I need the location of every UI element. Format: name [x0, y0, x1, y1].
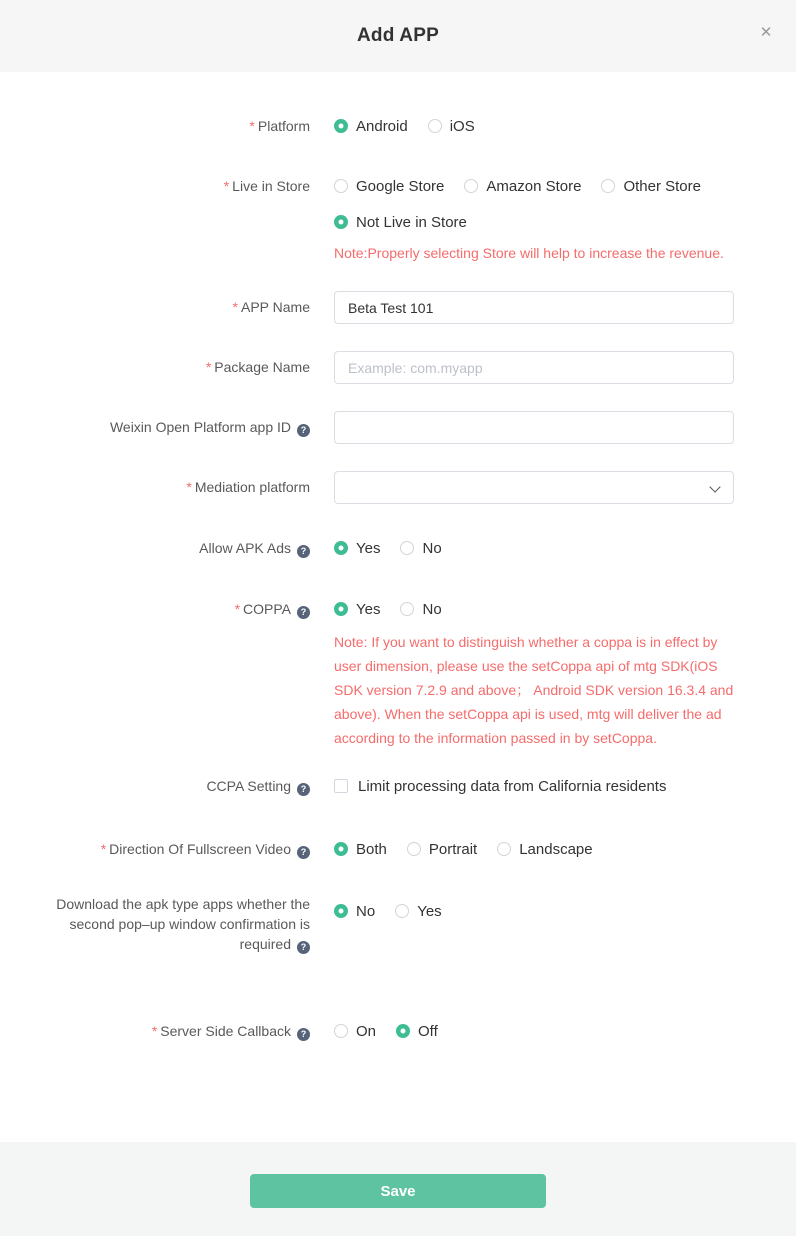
- mediation-platform-label: * Mediation platform: [186, 479, 310, 495]
- checkbox-label: Limit processing data from California residents: [358, 777, 667, 795]
- row-fullscreen-direction: [0, 840, 796, 859]
- radio-callback-on[interactable]: [334, 1023, 376, 1040]
- help-icon[interactable]: ?: [297, 846, 310, 859]
- radio-amazon-store[interactable]: [464, 178, 581, 195]
- help-icon[interactable]: ?: [297, 545, 310, 558]
- radio-label: No: [422, 539, 442, 557]
- radio-circle-icon: [400, 602, 414, 616]
- help-icon[interactable]: ?: [297, 941, 310, 954]
- required-asterisk: *: [151, 1023, 158, 1039]
- radio-circle-icon: [428, 119, 442, 133]
- required-asterisk: *: [234, 601, 241, 617]
- row-app-name: [0, 291, 796, 324]
- required-asterisk: *: [100, 841, 107, 857]
- radio-callback-off[interactable]: [396, 1023, 438, 1040]
- save-button[interactable]: Save: [250, 1174, 546, 1208]
- radio-circle-icon: [334, 119, 348, 133]
- required-asterisk: *: [205, 359, 212, 375]
- radio-coppa-no[interactable]: [400, 601, 441, 618]
- radio-circle-icon: [497, 842, 511, 856]
- app-name-input[interactable]: [334, 291, 734, 324]
- radio-circle-icon: [334, 602, 348, 616]
- radio-label: iOS: [449, 117, 475, 135]
- radio-circle-icon: [395, 904, 409, 918]
- radio-label: Android: [356, 117, 408, 135]
- radio-google-store[interactable]: [334, 178, 444, 195]
- row-apk-confirmation: [0, 894, 796, 954]
- radio-label: Portrait: [428, 840, 478, 858]
- package-name-input[interactable]: [334, 351, 734, 384]
- required-asterisk: *: [232, 299, 238, 315]
- radio-apk-confirmation-yes[interactable]: [395, 903, 441, 920]
- required-asterisk: *: [186, 479, 192, 495]
- radio-circle-icon: [334, 1024, 348, 1038]
- radio-coppa-yes[interactable]: [334, 601, 380, 618]
- required-asterisk: *: [223, 178, 230, 194]
- radio-apk-ads-yes[interactable]: [334, 540, 380, 557]
- radio-apk-ads-no[interactable]: [400, 540, 441, 557]
- add-app-form: [0, 72, 796, 1142]
- row-server-callback: [0, 1022, 796, 1041]
- fullscreen-direction-label: * Direction Of Fullscreen Video ?: [0, 840, 310, 859]
- store-note: Note:Properly selecting Store will help to increase the revenue.: [334, 245, 724, 261]
- radio-circle-icon: [334, 842, 348, 856]
- radio-circle-icon: [400, 541, 414, 555]
- radio-label: No: [356, 902, 376, 920]
- weixin-app-id-label: Weixin Open Platform app ID ?: [0, 411, 310, 444]
- allow-apk-ads-label: Allow APK Ads ?: [0, 539, 310, 558]
- radio-circle-icon: [396, 1024, 410, 1038]
- row-ccpa-setting: [0, 777, 796, 798]
- row-live-in-store: [0, 177, 796, 265]
- coppa-note: Note: If you want to distinguish whether a coppa is in effect by user dimension, please use the setCoppa api of mtg SDK(iOS SDK version 7.2.9 and above； Android SDK version 16.3.4 and above). When the setCoppa api is used, mtg will deliver the ad according to the information passed in by setCoppa.: [334, 634, 734, 746]
- required-asterisk: *: [249, 118, 255, 134]
- weixin-app-id-input[interactable]: [334, 411, 734, 444]
- help-icon[interactable]: ?: [297, 1028, 310, 1041]
- radio-label: No: [422, 600, 442, 618]
- radio-label: Yes: [356, 600, 381, 618]
- platform-label: * Platform: [249, 118, 310, 134]
- row-mediation-platform: [0, 471, 796, 504]
- radio-label: Both: [356, 840, 387, 858]
- row-coppa: [0, 600, 796, 750]
- dialog-header: [0, 0, 796, 72]
- ccpa-checkbox[interactable]: [334, 777, 666, 795]
- radio-circle-icon: [334, 904, 348, 918]
- mediation-platform-select[interactable]: [334, 471, 734, 504]
- radio-not-live-in-store[interactable]: [334, 214, 467, 231]
- radio-label: Yes: [417, 902, 442, 920]
- radio-direction-both[interactable]: [334, 841, 387, 858]
- radio-label: Google Store: [356, 177, 445, 195]
- radio-direction-portrait[interactable]: [407, 841, 477, 858]
- radio-other-store[interactable]: [601, 178, 701, 195]
- radio-ios[interactable]: [428, 118, 475, 135]
- apk-confirmation-label: Download the apk type apps whether the second pop–up window confirmation is required ?: [56, 896, 310, 952]
- radio-apk-confirmation-no[interactable]: [334, 903, 375, 920]
- dialog-footer: [0, 1142, 796, 1236]
- radio-circle-icon: [464, 179, 478, 193]
- close-icon[interactable]: ✕: [759, 24, 773, 41]
- radio-circle-icon: [334, 541, 348, 555]
- help-icon[interactable]: ?: [297, 783, 310, 796]
- server-callback-label: * Server Side Callback ?: [0, 1022, 310, 1041]
- coppa-label: * COPPA ?: [0, 600, 310, 619]
- ccpa-setting-label: CCPA Setting ?: [0, 777, 310, 796]
- radio-label: Off: [418, 1022, 438, 1040]
- radio-circle-icon: [334, 215, 348, 229]
- row-weixin-app-id: [0, 411, 796, 444]
- radio-label: Landscape: [519, 840, 593, 858]
- radio-label: Not Live in Store: [356, 213, 467, 231]
- row-platform: [0, 117, 796, 135]
- chevron-down-icon: [709, 481, 720, 492]
- radio-circle-icon: [334, 179, 348, 193]
- radio-label: On: [356, 1022, 377, 1040]
- row-allow-apk-ads: [0, 539, 796, 558]
- checkbox-icon: [334, 779, 348, 793]
- radio-label: Yes: [356, 539, 381, 557]
- radio-label: Amazon Store: [486, 177, 582, 195]
- radio-circle-icon: [407, 842, 421, 856]
- radio-android[interactable]: [334, 118, 408, 135]
- radio-direction-landscape[interactable]: [497, 841, 592, 858]
- radio-label: Other Store: [623, 177, 701, 195]
- row-package-name: [0, 351, 796, 384]
- package-name-label: * Package Name: [205, 359, 310, 375]
- help-icon[interactable]: ?: [297, 424, 310, 437]
- live-in-store-label: * Live in Store: [223, 178, 310, 194]
- dialog-title: Add APP: [357, 25, 439, 46]
- radio-circle-icon: [601, 179, 615, 193]
- app-name-label: * APP Name: [232, 299, 310, 315]
- help-icon[interactable]: ?: [297, 606, 310, 619]
